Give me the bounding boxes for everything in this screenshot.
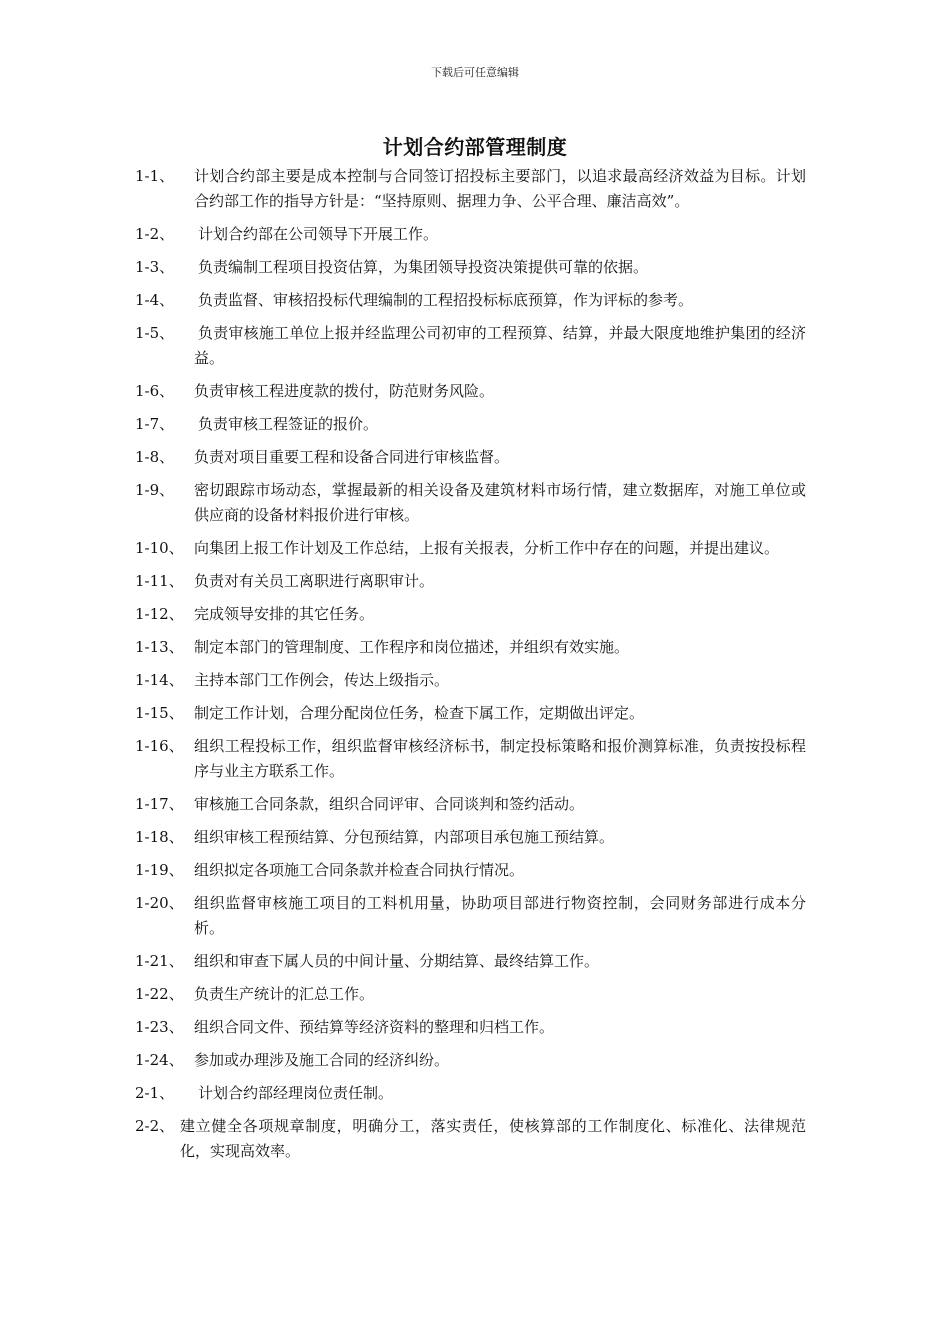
item-number: 1-8、 — [135, 448, 175, 466]
list-item — [0, 602, 950, 627]
item-text: 负责审核施工单位上报并经监理公司初审的工程预算、结算，并最大限度地维护集团的经济益。 — [194, 324, 806, 367]
item-number: 1-9、 — [135, 481, 175, 499]
item-number: 1-4、 — [135, 291, 175, 309]
item-number: 1-1、 — [135, 167, 175, 185]
item-text: 负责审核工程进度款的拨付，防范财务风险。 — [194, 382, 495, 400]
item-text: 组织工程投标工作，组织监督审核经济标书，制定投标策略和报价测算标准，负责按投标程序与业主方联系工作。 — [194, 737, 806, 780]
item-text: 负责监督、审核招投标代理编制的工程招投标标底预算，作为评标的参考。 — [198, 291, 694, 309]
item-number: 1-10、 — [135, 539, 184, 557]
item-number: 1-23、 — [135, 1018, 184, 1036]
item-number: 2-2、 — [135, 1117, 175, 1135]
item-number: 1-24、 — [135, 1051, 184, 1069]
list-item — [0, 255, 950, 280]
item-number: 1-16、 — [135, 737, 184, 755]
item-text: 组织合同文件、预结算等经济资料的整理和归档工作。 — [194, 1018, 555, 1036]
item-number: 1-21、 — [135, 952, 184, 970]
item-number: 1-14、 — [135, 671, 184, 689]
item-text: 负责对项目重要工程和设备合同进行审核监督。 — [194, 448, 510, 466]
list-item — [0, 1081, 950, 1106]
item-text: 组织和审查下属人员的中间计量、分期结算、最终结算工作。 — [194, 952, 600, 970]
list-item — [0, 858, 950, 883]
list-item — [0, 792, 950, 817]
item-text: 负责生产统计的汇总工作。 — [194, 985, 375, 1003]
list-item — [0, 569, 950, 594]
item-text: 主持本部门工作例会，传达上级指示。 — [194, 671, 450, 689]
item-number: 1-5、 — [135, 324, 175, 342]
item-number: 2-1、 — [135, 1084, 175, 1102]
item-text: 计划合约部经理岗位责任制。 — [198, 1084, 394, 1102]
list-item — [0, 1048, 950, 1073]
item-text: 负责审核工程签证的报价。 — [198, 415, 379, 433]
item-text: 负责编制工程项目投资估算，为集团领导投资决策提供可靠的依据。 — [198, 258, 649, 276]
document-title: 计划合约部管理制度 — [382, 135, 568, 159]
item-number: 1-15、 — [135, 704, 184, 722]
item-number: 1-12、 — [135, 605, 184, 623]
item-text: 完成领导安排的其它任务。 — [194, 605, 375, 623]
item-number: 1-20、 — [135, 894, 184, 912]
item-number: 1-7、 — [135, 415, 175, 433]
item-text: 计划合约部主要是成本控制与合同签订招投标主要部门，以追求最高经济效益为目标。计划合约部工作的指导方针是：“坚持原则、据理力争、公平合理、廉洁高效”。 — [194, 167, 806, 210]
list-item — [0, 222, 950, 247]
list-item — [0, 701, 950, 726]
item-text: 组织拟定各项施工合同条款并检查合同执行情况。 — [194, 861, 525, 879]
item-text: 制定工作计划，合理分配岗位任务，检查下属工作，定期做出评定。 — [194, 704, 645, 722]
list-item — [0, 164, 950, 214]
item-number: 1-22、 — [135, 985, 184, 1003]
list-item — [0, 445, 950, 470]
item-text: 负责对有关员工离职进行离职审计。 — [194, 572, 435, 590]
list-item — [0, 982, 950, 1007]
item-number: 1-3、 — [135, 258, 175, 276]
list-item — [0, 635, 950, 660]
item-number: 1-11、 — [135, 572, 184, 590]
item-text: 组织监督审核施工项目的工料机用量，协助项目部进行物资控制，会同财务部进行成本分析。 — [194, 894, 806, 937]
list-item — [0, 825, 950, 850]
item-text: 建立健全各项规章制度，明确分工，落实责任，使核算部的工作制度化、标准化、法律规范化，实现高效率。 — [180, 1117, 806, 1160]
item-text: 制定本部门的管理制度、工作程序和岗位描述，并组织有效实施。 — [194, 638, 630, 656]
list-item — [0, 536, 950, 561]
item-text: 向集团上报工作计划及工作总结，上报有关报表，分析工作中存在的问题，并提出建议。 — [194, 539, 780, 557]
list-item — [0, 412, 950, 437]
list-item — [0, 321, 950, 371]
list-item — [0, 478, 950, 528]
item-number: 1-6、 — [135, 382, 175, 400]
item-number: 1-18、 — [135, 828, 184, 846]
list-item — [0, 734, 950, 784]
item-number: 1-2、 — [135, 225, 175, 243]
item-number: 1-13、 — [135, 638, 184, 656]
item-number: 1-19、 — [135, 861, 184, 879]
list-item — [0, 288, 950, 313]
list-item — [0, 379, 950, 404]
item-text: 审核施工合同条款，组织合同评审、合同谈判和签约活动。 — [194, 795, 585, 813]
list-item — [0, 891, 950, 941]
item-number: 1-17、 — [135, 795, 184, 813]
item-text: 组织审核工程预结算、分包预结算，内部项目承包施工预结算。 — [194, 828, 615, 846]
item-text: 参加或办理涉及施工合同的经济纠纷。 — [194, 1051, 450, 1069]
item-text: 密切跟踪市场动态，掌握最新的相关设备及建筑材料市场行情，建立数据库，对施工单位或供应商的设备材料报价进行审核。 — [194, 481, 806, 524]
item-text: 计划合约部在公司领导下开展工作。 — [198, 225, 439, 243]
list-item — [0, 668, 950, 693]
list-item — [0, 1114, 950, 1164]
list-item — [0, 1015, 950, 1040]
list-item — [0, 949, 950, 974]
page-header: 下载后可任意编辑 — [431, 66, 519, 79]
regulation-list — [0, 164, 950, 1172]
